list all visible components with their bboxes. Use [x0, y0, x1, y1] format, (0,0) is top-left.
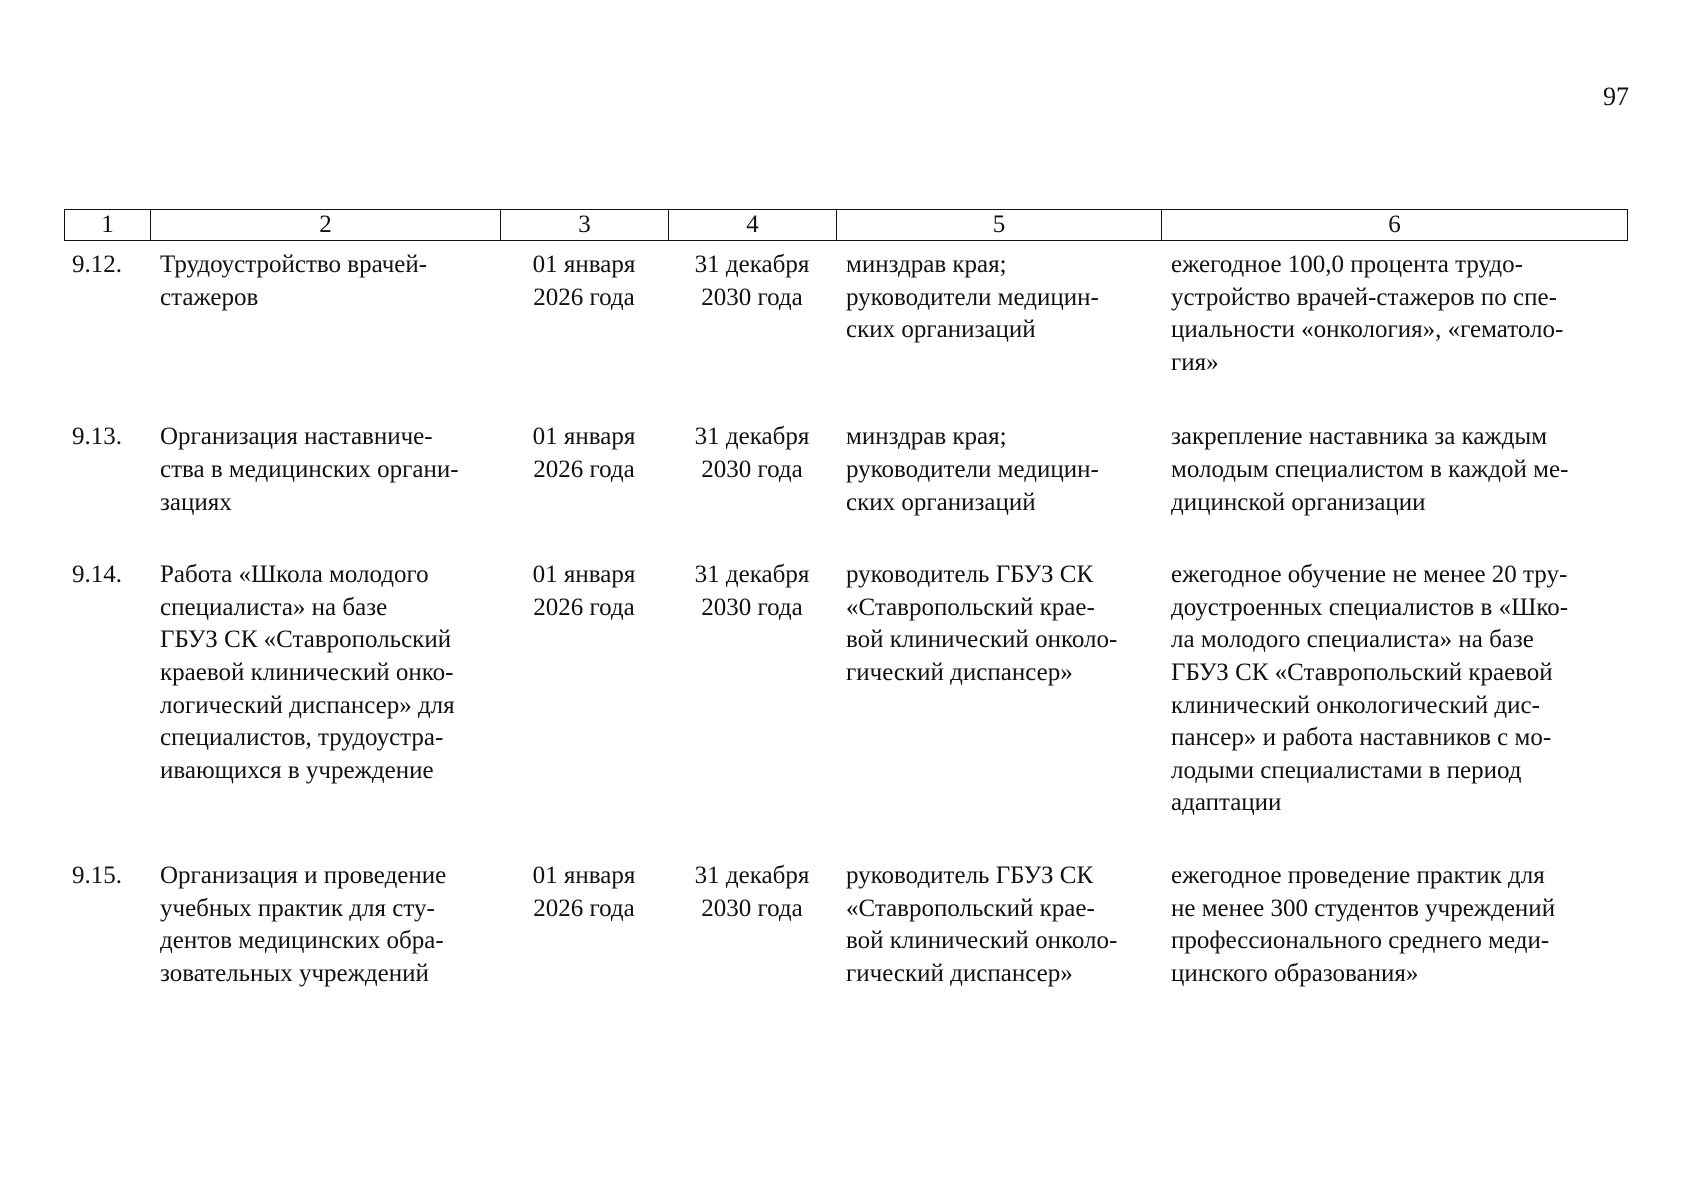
result-cell: закрепление наставника за каждым молодым специалистом в каждой ме- дицинской организации: [1171, 423, 1569, 516]
start-date-cell: 01 января 2026 года: [532, 251, 636, 311]
action-cell: Организация и проведение учебных практик для сту- дентов медицинских обра- зовательных учреждений: [160, 861, 447, 987]
start-date-cell: 01 января 2026 года: [532, 423, 636, 483]
page-number: 97: [1603, 82, 1629, 111]
action-cell: Работа «Школа молодого специалиста» на базе ГБУЗ СК «Ставропольский краевой клинический онко- логический диспансер» для специалистов, трудоустра- ивающихся в учреждение: [160, 561, 455, 784]
column-number-3: 3: [501, 210, 669, 241]
end-date-cell: 31 декабря 2030 года: [694, 251, 810, 311]
responsible-cell: руководитель ГБУЗ СК «Ставропольский крае- вой клинический онколо- гический диспансер»: [846, 861, 1118, 987]
result-cell: ежегодное проведение практик для не менее 300 студентов учреждений профессионального среднего меди- цинского образования»: [1171, 861, 1556, 987]
table-row: [64, 249, 1627, 421]
end-date-cell: 31 декабря 2030 года: [694, 423, 810, 483]
column-number-5: 5: [837, 210, 1162, 241]
column-number-1: 1: [65, 210, 151, 241]
end-date-cell: 31 декабря 2030 года: [694, 861, 810, 922]
end-date-cell: 31 декабря 2030 года: [694, 561, 810, 621]
table-body: [64, 249, 1627, 990]
start-date-cell: 01 января 2026 года: [532, 561, 636, 621]
responsible-cell: руководитель ГБУЗ СК «Ставропольский крае- вой клинический онколо- гический диспансер»: [846, 561, 1118, 686]
row-number: 9.13.: [72, 423, 122, 451]
result-cell: ежегодное 100,0 процента трудо- устройство врачей-стажеров по спе- циальности «онкология», «гематоло- гия»: [1171, 251, 1564, 376]
row-number: 9.12.: [72, 251, 122, 278]
start-date-cell: 01 января 2026 года: [532, 861, 636, 922]
responsible-cell: минздрав края; руководители медицин- ских организаций: [846, 251, 1099, 344]
responsible-cell: минздрав края; руководители медицин- ских организаций: [846, 423, 1099, 516]
table-row: [64, 559, 1627, 860]
table-row: [64, 421, 1627, 559]
action-cell: Трудоустройство врачей- стажеров: [160, 251, 428, 311]
column-number-6: 6: [1162, 210, 1628, 241]
row-number: 9.15.: [72, 861, 122, 889]
table-row: [64, 860, 1627, 990]
row-number: 9.14.: [72, 561, 122, 589]
column-number-2: 2: [151, 210, 501, 241]
column-number-row: [65, 210, 1628, 241]
result-cell: ежегодное обучение не менее 20 тру- доустроенных специалистов в «Шко- ла молодого специалиста» на базе ГБУЗ СК «Ставропольский краевой клинический онкологический дис- пансер» и работа наставников с мо- лодыми специалистами в период адаптации: [1171, 561, 1569, 817]
table-header: [64, 209, 1628, 241]
column-number-4: 4: [669, 210, 837, 241]
action-cell: Организация наставниче- ства в медицинских органи- зациях: [160, 423, 459, 516]
